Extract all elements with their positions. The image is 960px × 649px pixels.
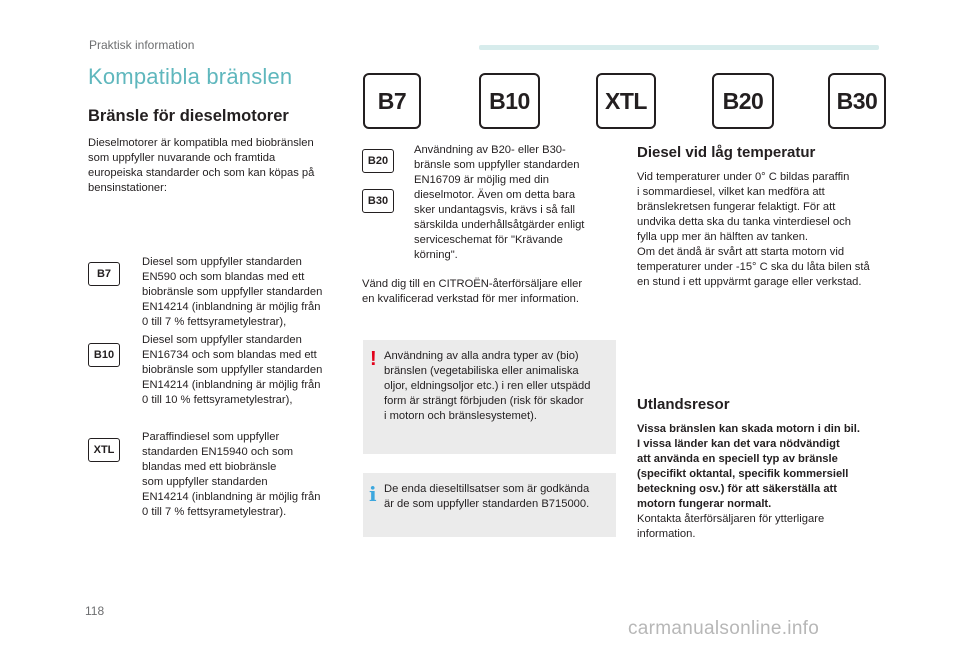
abroad-text: Kontakta återförsäljaren för ytterligare information. <box>637 513 825 540</box>
page-title: Kompatibla bränslen <box>88 64 293 89</box>
b20-b30-description: Användning av B20- eller B30- bränsle som uppfyller standarden EN16709 är möjlig med din dieselmotor. Även om detta bara sker undantagsvis, krävs i så fall särskilda underhållsåtgärder enligt serviceschemat för "Krävande körning". <box>414 144 585 261</box>
b30-large-badge-icon: B30 <box>828 73 886 129</box>
info-icon: i <box>369 482 377 506</box>
b10-large-badge-icon: B10 <box>479 73 540 129</box>
diesel-section-title: Bränsle för dieselmotorer <box>88 107 289 125</box>
warning-icon: ! <box>370 348 377 370</box>
dealer-note: Vänd dig till en CITROËN-återförsäljare eller en kvalificerad verkstad för mer information. <box>362 278 583 305</box>
warning-text: Användning av alla andra typer av (bio) bränslen (vegetabiliska eller animaliska oljor, eldningsoljor etc.) i ren eller utspädd form är strängt förbjuden (risk för skador i motorn och bränslesystemet). <box>384 350 591 422</box>
b7-badge-icon: B7 <box>88 262 120 286</box>
section-header: Praktisk information <box>89 38 195 52</box>
b30-badge-icon: B30 <box>362 189 394 213</box>
b7-description: Diesel som uppfyller standarden EN590 och som blandas med ett biobränsle som uppfyller standarden EN14214 (inblandning är möjlig från 0 till 7 % fettsyrametylestrar), <box>142 256 323 328</box>
b7-large-badge-icon: B7 <box>363 73 421 129</box>
low-temp-text: Vid temperaturer under 0° C bildas paraffin i sommardiesel, vilket kan medföra att bränslekretsen fungerar felaktigt. För att undvika detta ska du tanka vinterdiesel och fylla upp mer än hälften av tanken. Om det ändå är svårt att starta motorn vid temperaturer under -15° C ska du låta bilen stå en stund i ett uppvärmt garage eller verkstad. <box>637 171 870 288</box>
xtl-badge-icon: XTL <box>88 438 120 462</box>
b20-badge-icon: B20 <box>362 149 394 173</box>
b10-badge-icon: B10 <box>88 343 120 367</box>
xtl-large-badge-icon: XTL <box>596 73 656 129</box>
b20-large-badge-icon: B20 <box>712 73 774 129</box>
page-number: 118 <box>85 604 105 618</box>
info-text: De enda dieseltillsatser som är godkända är de som uppfyller standarden B715000. <box>384 483 590 510</box>
low-temp-title: Diesel vid låg temperatur <box>637 144 816 161</box>
diesel-intro: Dieselmotorer är kompatibla med biobränslen som uppfyller nuvarande och framtida europeiska standarder och som kan köpas på bensinstationer: <box>88 137 315 194</box>
xtl-description: Paraffindiesel som uppfyller standarden EN15940 och som blandas med ett biobränsle som uppfyller standarden EN14214 (inblandning är möjlig från 0 till 7 % fettsyrametylestrar). <box>142 431 321 518</box>
abroad-bold-text: Vissa bränslen kan skada motorn i din bil. I vissa länder kan det vara nödvändigt att använda en speciell typ av bränsle (specifikt oktantal, specifik kommersiell beteckning osv.) för att säkerställa att motorn fungerar normalt. <box>637 423 860 510</box>
header-divider <box>479 45 879 50</box>
abroad-title: Utlandsresor <box>637 396 730 413</box>
b10-description: Diesel som uppfyller standarden EN16734 och som blandas med ett biobränsle som uppfyller standarden EN14214 (inblandning är möjlig från 0 till 10 % fettsyrametylestrar), <box>142 334 323 406</box>
watermark-text: carmanualsonline.info <box>628 618 820 639</box>
